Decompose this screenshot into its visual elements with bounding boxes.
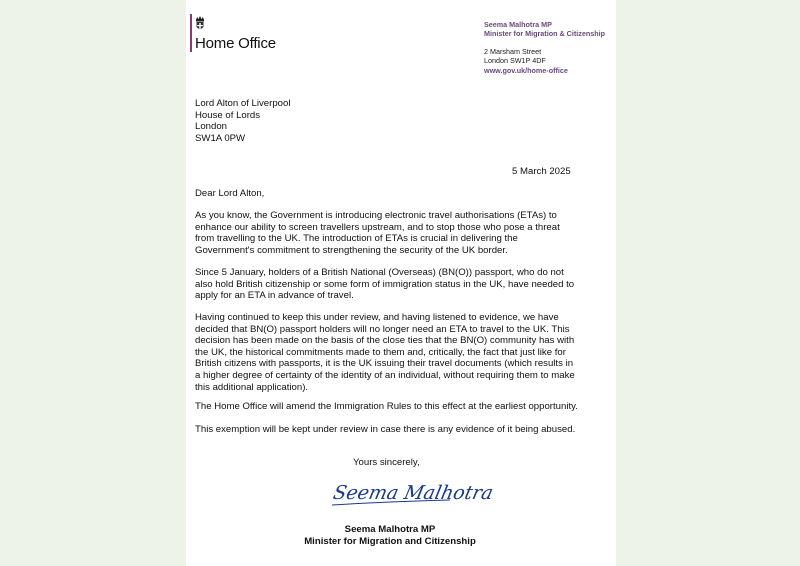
- paragraph-1: [195, 210, 560, 256]
- closing: Yours sincerely,: [353, 457, 420, 468]
- letterhead-address: [484, 47, 568, 75]
- signatory-block: [300, 524, 480, 548]
- paragraph-line: also hold British citizenship or some form of immigration status in the UK, have needed to: [195, 278, 575, 290]
- paragraph-line: As you know, the Government is introducing electronic travel authorisations (ETAs) to: [195, 210, 557, 221]
- paragraph-line: Government's commitment to strengthening the security of the UK border.: [195, 244, 508, 256]
- paragraph-line: a higher degree of certainty of the identity of an individual, without requiring them to make: [195, 369, 575, 381]
- recipient-line: House of Lords: [195, 109, 261, 121]
- recipient-line: SW1A 0PW: [195, 132, 246, 144]
- paragraph-line: this additional application).: [195, 381, 309, 393]
- paragraph-line: Since 5 January, holders of a British National (Overseas) (BN(O)) passport, who do not: [195, 267, 564, 278]
- address-line: London SW1P 4DF: [484, 56, 546, 66]
- signature: [328, 472, 496, 512]
- paragraph-line: British citizens with passports, it is the UK issuing their travel documents (which results in: [195, 358, 574, 370]
- paragraph-3: [195, 312, 575, 393]
- signatory-name: Seema Malhotra MP: [344, 524, 436, 535]
- recipient-line: Lord Alton of Liverpool: [195, 98, 291, 109]
- paragraph-line: decided that BN(O) passport holders will no longer need an ETA to travel to the UK. This: [195, 323, 570, 335]
- paragraph-line: This exemption will be kept under review in case there is any evidence of it being abused.: [195, 424, 576, 435]
- paragraph-line: decision has been made on the basis of the close ties that the BN(O) community has with: [195, 335, 575, 347]
- paragraph-line: from travelling to the UK. The introduction of ETAs is crucial in delivering the: [195, 233, 518, 245]
- department-name: Home Office: [195, 35, 276, 52]
- salutation: Dear Lord Alton,: [195, 188, 265, 199]
- letter-date: 5 March 2025: [512, 166, 571, 177]
- paragraph-4: [195, 401, 578, 413]
- recipient-line: London: [195, 121, 228, 133]
- paragraph-2: [195, 267, 574, 302]
- paragraph-line: Having continued to keep this under review, and having listened to evidence, we have: [195, 312, 559, 323]
- letterhead-minister-name: Seema Malhotra MP: [484, 20, 552, 29]
- signature-text: Seema Malhotra: [331, 481, 496, 504]
- royal-crest-icon: [193, 14, 207, 34]
- letterhead-minister-title: Minister for Migration & Citizenship: [484, 29, 605, 38]
- address-line: 2 Marsham Street: [484, 47, 542, 56]
- paragraph-line: The Home Office will amend the Immigration Rules to this effect at the earliest opportunity.: [195, 401, 578, 412]
- paragraph-line: the UK, the historical commitments made to them and, critically, the fact that just like for: [195, 346, 566, 358]
- paragraph-line: apply for an ETA in advance of travel.: [195, 290, 354, 302]
- paragraph-line: enhance our ability to screen travellers upstream, and to stop those who pose a threat: [195, 221, 560, 233]
- letterhead-minister: [484, 20, 605, 38]
- paragraph-5: [195, 424, 575, 436]
- letterhead-rule: [190, 14, 192, 52]
- signatory-title: Minister for Migration and Citizenship: [304, 536, 476, 547]
- recipient-address: [195, 98, 290, 144]
- website-link[interactable]: www.gov.uk/home-office: [484, 65, 568, 75]
